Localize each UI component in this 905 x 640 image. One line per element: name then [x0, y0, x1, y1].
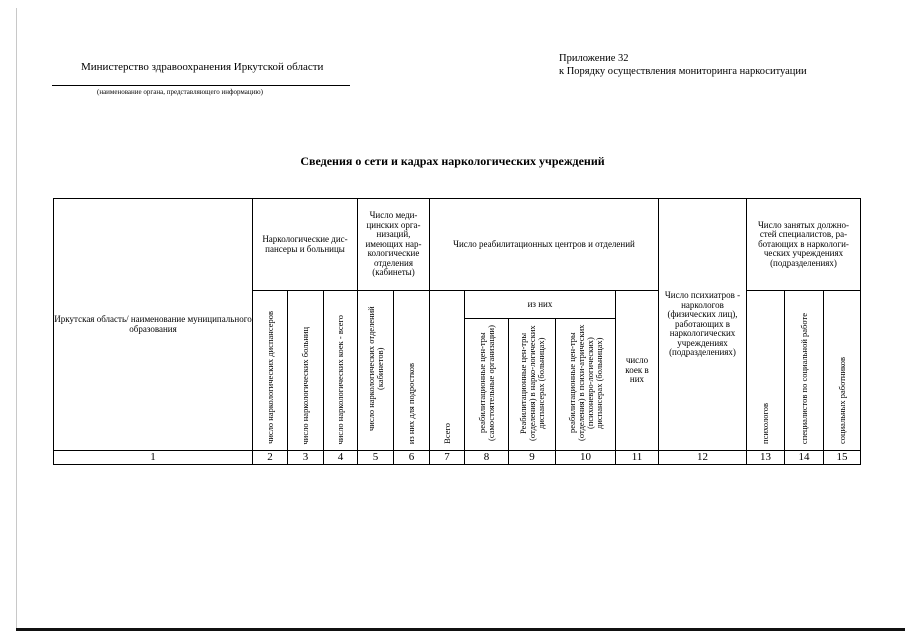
col10-label: реабилитационные цен-тры (отделения) в психи-атрических (психоневро-логических) диспансерах (больницах) — [566, 324, 604, 441]
col-number: 5 — [358, 451, 394, 465]
col-number: 11 — [616, 451, 659, 465]
col14-label: специалистов по социальной работе — [798, 312, 809, 444]
col-number: 12 — [659, 451, 747, 465]
document-title: Сведения о сети и кадрах наркологических учреждений — [300, 154, 605, 168]
col15-label: социальных работников — [836, 357, 847, 444]
col5-label: число наркологических отделений (кабинетов) — [365, 306, 385, 432]
group-dispensaries-header: Наркологические дис-пансеры и больницы — [253, 199, 358, 291]
rehab-of-them-header: из них — [465, 291, 616, 319]
col3-label: число наркологических больниц — [300, 326, 311, 444]
col-number: 9 — [509, 451, 556, 465]
ministry-caption: (наименование органа, представляющего информацию) — [97, 88, 263, 96]
col-number: 2 — [253, 451, 288, 465]
page-edge-left — [16, 8, 17, 628]
col11-header: число коек в них — [616, 291, 659, 451]
col9-header — [509, 319, 556, 451]
col-number: 8 — [465, 451, 509, 465]
table-header-row-1 — [54, 199, 861, 291]
col3-header — [288, 291, 324, 451]
col2-label: число наркологических диспансеров — [264, 311, 275, 444]
ministry-name: Министерство здравоохранения Иркутской области — [81, 61, 324, 73]
col10-header — [556, 319, 616, 451]
col14-header — [785, 291, 824, 451]
col7-header — [430, 291, 465, 451]
col-number: 7 — [430, 451, 465, 465]
col6-header — [394, 291, 430, 451]
group-staff-header: Число занятых должно-стей специалистов, ра-ботающих в наркологи-ческих учреждениях (подразделениях) — [747, 199, 861, 291]
col9-label: Реабилитационные цен-тры (отделения) в нарко-логических диспансерах (больницах) — [517, 324, 546, 441]
col-number: 13 — [747, 451, 785, 465]
group-rehab-header: Число реабилитационных центров и отделений — [430, 199, 659, 291]
col8-label: реабилитационные цен-тры (самостоятельные организации) — [476, 324, 496, 441]
col-number: 15 — [824, 451, 861, 465]
col1-header: Иркутская область/ наименование муниципального образования — [54, 199, 253, 451]
col13-header — [747, 291, 785, 451]
col7-label: Всего — [441, 423, 452, 444]
col8-header — [465, 319, 509, 451]
col-number: 6 — [394, 451, 430, 465]
appendix-number: Приложение 32 — [559, 53, 629, 64]
appendix-reference: к Порядку осуществления мониторинга наркоситуации — [559, 66, 807, 77]
col2-header — [253, 291, 288, 451]
appendix-block — [559, 52, 807, 78]
column-numbers-row — [54, 451, 861, 465]
group-psychiatrists-header: Число психиатров - наркологов (физических лиц), работающих в наркологических учреждениях (подразделениях) — [659, 199, 747, 451]
col5-header — [358, 291, 394, 451]
col4-label: число наркологических коек - всего — [335, 314, 346, 444]
col-number: 3 — [288, 451, 324, 465]
report-table-wrap — [53, 198, 861, 465]
col-number: 10 — [556, 451, 616, 465]
col-number: 1 — [54, 451, 253, 465]
col6-label: из них для подростков — [406, 362, 417, 444]
group-med-orgs-header: Число меди-цинских орга-низаций, имеющих нар-кологические отделения (кабинеты) — [358, 199, 430, 291]
col-number: 14 — [785, 451, 824, 465]
col13-label: психологов — [760, 403, 771, 444]
col4-header — [324, 291, 358, 451]
ministry-underline — [52, 85, 350, 86]
col-number: 4 — [324, 451, 358, 465]
report-table — [53, 198, 861, 465]
col15-header — [824, 291, 861, 451]
page-edge-bottom — [16, 628, 905, 631]
